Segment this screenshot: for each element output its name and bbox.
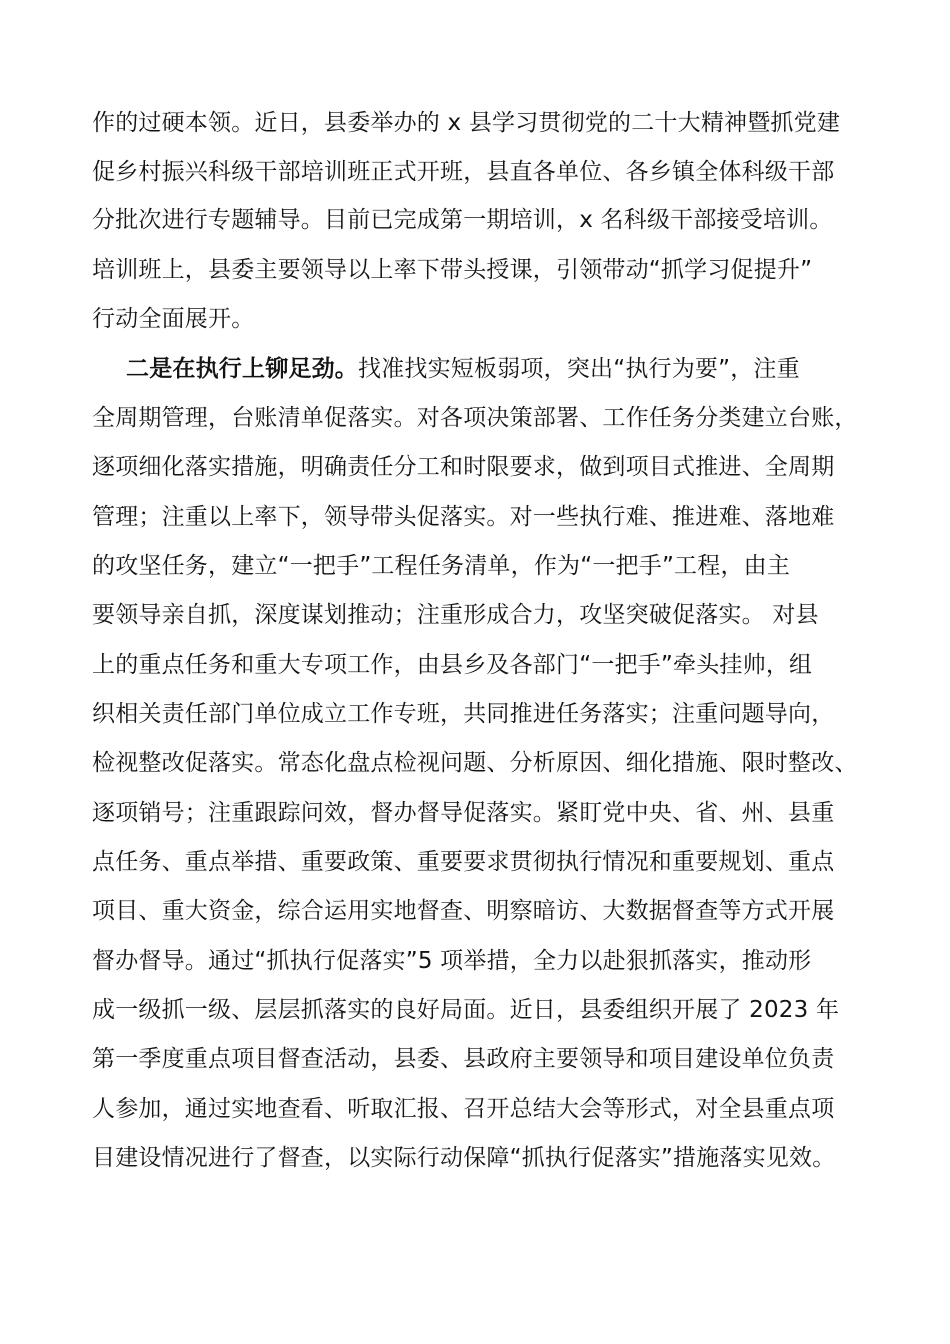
paragraph-1-line-2: 促乡村振兴科级干部培训班正式开班，县直各单位、各乡镇全体科级干部 [92,159,835,185]
paragraph-1-line-1: 作的过硬本领。近日，县委举办的 x 县学习贯彻党的二十大精神暨抓党建 [92,110,841,136]
paragraph-2-line-1-text: 找准找实短板弱项，突出“执行为要”，注重 [358,356,800,382]
paragraph-2-line-11: 点任务、重点举措、重要政策、重要要求贯彻执行情况和重要规划、重点 [92,849,835,875]
paragraph-2-heading: 二是在执行上铆足劲。 [126,356,358,382]
paragraph-2-line-5: 的攻坚任务，建立“一把手”工程任务清单，作为“一把手”工程，由主 [92,553,791,579]
paragraph-2-line-13: 督办督导。通过“抓执行促落实”5 项举措，全力以赴狠抓落实，推动形 [92,948,812,974]
paragraph-2-line-17: 目建设情况进行了督查，以实际行动保障“抓执行促落实”措施落实见效。 [92,1145,836,1171]
paragraph-2-line-9: 检视整改促落实。常态化盘点检视问题、分析原因、细化措施、限时整改、 [92,750,858,776]
paragraph-2-line-16: 人参加，通过实地查看、听取汇报、召开总结大会等形式，对全县重点项 [92,1096,835,1122]
paragraph-2-line-1 [126,354,800,384]
paragraph-2-line-4: 管理；注重以上率下，领导带头促落实。对一些执行难、推进难、落地难 [92,504,835,530]
paragraph-1-line-3: 分批次进行专题辅导。目前已完成第一期培训，x 名科级干部接受培训。 [92,207,833,233]
paragraph-2-line-15: 第一季度重点项目督查活动，县委、县政府主要领导和项目建设单位负责 [92,1046,835,1072]
paragraph-2-line-10: 逐项销号；注重跟踪问效，督办督导促落实。紧盯党中央、省、州、县重 [92,800,835,826]
paragraph-2-line-2: 全周期管理，台账清单促落实。对各项决策部署、工作任务分类建立台账， [92,405,858,431]
paragraph-2-line-14: 成一级抓一级、层层抓落实的良好局面。近日，县委组织开展了 2023 年 [92,997,840,1023]
paragraph-2-line-7: 上的重点任务和重大专项工作，由县乡及各部门“一把手”牵头挂帅，组 [92,652,813,678]
paragraph-1-line-5: 行动全面展开。 [92,306,255,332]
paragraph-2-line-8: 织相关责任部门单位成立工作专班，共同推进任务落实；注重问题导向， [92,701,835,727]
paragraph-1-line-4: 培训班上，县委主要领导以上率下带头授课，引领带动“抓学习促提升” [92,257,813,283]
paragraph-2-line-12: 项目、重大资金，综合运用实地督查、明察暗访、大数据督查等方式开展 [92,898,835,924]
paragraph-2-line-6: 要领导亲自抓，深度谋划推动；注重形成合力，攻坚突破促落实。 对县 [92,602,819,628]
paragraph-2-line-3: 逐项细化落实措施，明确责任分工和时限要求，做到项目式推进、全周期 [92,454,835,480]
